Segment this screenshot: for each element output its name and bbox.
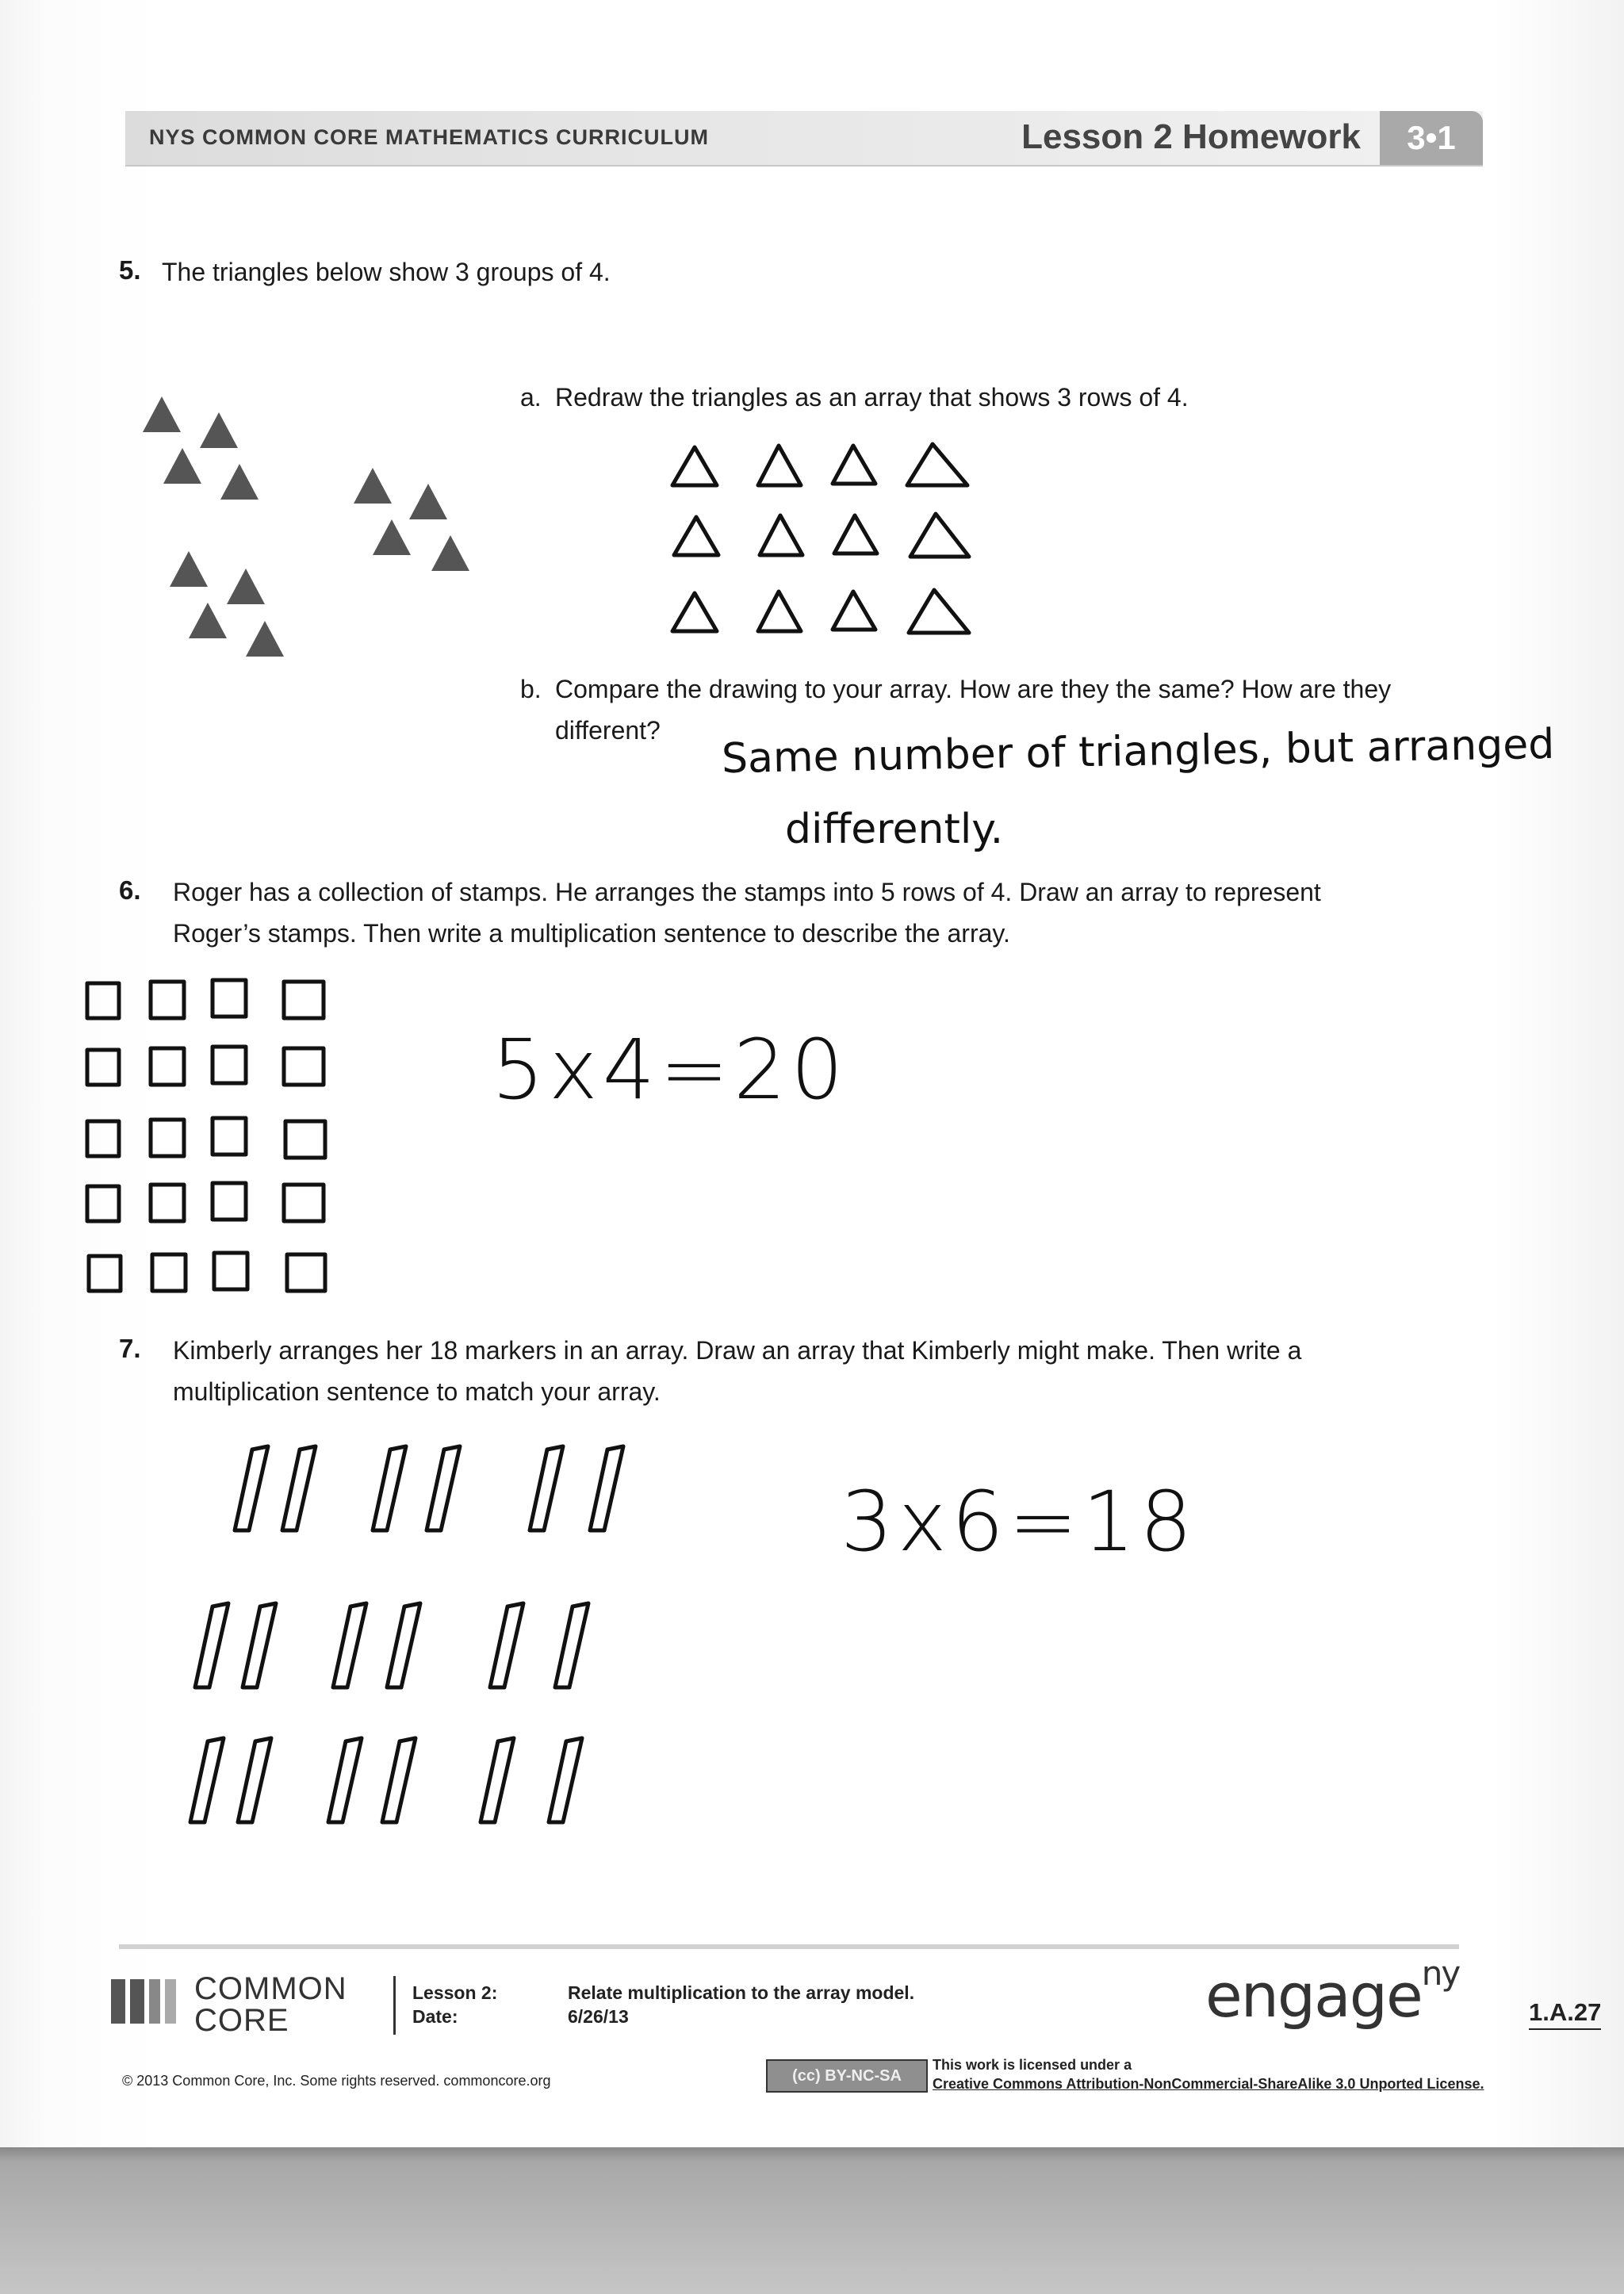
drawn-marker bbox=[387, 1603, 420, 1687]
square-array-row-4 bbox=[87, 1183, 324, 1221]
drawn-marker bbox=[490, 1603, 523, 1687]
drawn-square bbox=[152, 1254, 186, 1291]
drawn-square bbox=[214, 1253, 247, 1289]
drawn-square bbox=[213, 1183, 246, 1220]
engageny-logo bbox=[1205, 1953, 1460, 2031]
drawn-marker bbox=[530, 1446, 563, 1530]
question-5b-text-line2: different? bbox=[555, 716, 661, 745]
creative-commons-badge-icon: (cc) BY-NC-SA bbox=[766, 2059, 928, 2093]
printed-triangle bbox=[163, 448, 201, 484]
date-label: Date: bbox=[412, 2006, 458, 2027]
drawn-triangle bbox=[834, 515, 877, 553]
drawn-marker bbox=[195, 1603, 228, 1687]
drawn-square bbox=[284, 982, 324, 1018]
square-array-row-5 bbox=[89, 1253, 325, 1291]
question-5a-text: Redraw the triangles as an array that shows 3 rows of 4. bbox=[555, 383, 1189, 412]
drawn-marker bbox=[427, 1446, 460, 1530]
printed-triangle bbox=[227, 569, 265, 604]
question-5a-label: a. bbox=[520, 383, 542, 412]
drawn-square bbox=[285, 1121, 325, 1158]
printed-triangle bbox=[246, 621, 284, 657]
printed-triangle bbox=[170, 551, 208, 587]
question-6-text-line1: Roger has a collection of stamps. He arranges the stamps into 5 rows of 4. Draw an array to represent bbox=[173, 878, 1321, 906]
common-core-logo-icon bbox=[111, 1979, 190, 2024]
drawn-triangle bbox=[672, 447, 717, 485]
drawn-triangle bbox=[833, 446, 875, 484]
question-6-answer: 5x4=20 bbox=[492, 1021, 848, 1118]
drawn-triangle bbox=[672, 593, 717, 631]
drawn-triangle bbox=[674, 517, 718, 555]
triangle-array-row-1 bbox=[672, 444, 967, 485]
brand-line-2: CORE bbox=[194, 2003, 289, 2038]
question-6-number: 6. bbox=[119, 875, 141, 905]
printed-triangle-groups bbox=[143, 396, 469, 657]
triangle-array-row-3 bbox=[672, 590, 969, 633]
drawn-marker bbox=[382, 1738, 416, 1822]
drawn-marker bbox=[328, 1738, 362, 1822]
printed-triangle bbox=[220, 464, 259, 500]
drawn-square bbox=[284, 1048, 324, 1085]
drawn-square bbox=[213, 980, 246, 1017]
drawn-marker bbox=[373, 1446, 406, 1530]
page-reference: 1.A.27 bbox=[1529, 1998, 1601, 2030]
ny-superscript: ny bbox=[1421, 1953, 1460, 1993]
printed-triangle bbox=[189, 603, 227, 638]
answer-triangle-array bbox=[672, 444, 969, 633]
drawn-square bbox=[287, 1254, 325, 1291]
license-notice: This work is licensed under a bbox=[933, 2057, 1132, 2073]
drawn-marker bbox=[243, 1603, 276, 1687]
engage-word: engage bbox=[1205, 1960, 1422, 2031]
drawn-square bbox=[151, 1048, 184, 1085]
drawn-square bbox=[213, 1047, 246, 1083]
grade-badge: 3•1 bbox=[1380, 111, 1483, 165]
printed-triangle bbox=[409, 484, 447, 519]
drawn-square bbox=[284, 1185, 324, 1221]
question-7-text-line2: multiplication sentence to match your array. bbox=[173, 1377, 661, 1406]
brand-line-1: COMMON bbox=[194, 1971, 347, 2006]
drawn-triangle bbox=[758, 446, 801, 485]
question-5b-answer-line1: Same number of triangles, but arranged bbox=[721, 720, 1555, 783]
drawn-marker bbox=[235, 1446, 268, 1530]
answer-marker-array bbox=[190, 1446, 623, 1822]
question-5-number: 5. bbox=[119, 255, 141, 285]
square-array-row-2 bbox=[87, 1047, 324, 1085]
copyright-notice: © 2013 Common Core, Inc. Some rights reserved. commoncore.org bbox=[122, 2073, 551, 2089]
marker-array-row-2 bbox=[195, 1603, 588, 1687]
question-6-text-line2: Roger’s stamps. Then write a multiplication sentence to describe the array. bbox=[173, 919, 1010, 948]
drawn-square bbox=[151, 1185, 184, 1221]
question-7-text-line1: Kimberly arranges her 18 markers in an array. Draw an array that Kimberly might make. Then write a bbox=[173, 1336, 1302, 1365]
lesson-title: Lesson 2 Homework bbox=[1021, 117, 1361, 156]
triangle-group-3 bbox=[170, 551, 284, 657]
drawn-marker bbox=[555, 1603, 588, 1687]
drawn-square bbox=[87, 1186, 119, 1221]
drawn-triangle bbox=[833, 592, 875, 630]
drawn-triangle bbox=[760, 515, 802, 555]
question-5-prompt: The triangles below show 3 groups of 4. bbox=[162, 258, 611, 286]
printed-triangle bbox=[200, 412, 238, 448]
drawn-square bbox=[87, 1050, 119, 1085]
triangle-array-row-2 bbox=[674, 514, 969, 557]
question-5b-label: b. bbox=[520, 675, 542, 703]
drawn-triangle bbox=[758, 592, 801, 631]
square-array-row-3 bbox=[87, 1118, 325, 1158]
drawn-square bbox=[151, 982, 184, 1018]
answer-square-array bbox=[87, 980, 325, 1291]
drawn-marker bbox=[549, 1738, 582, 1822]
drawn-marker bbox=[481, 1738, 514, 1822]
drawn-marker bbox=[190, 1738, 224, 1822]
triangle-group-2 bbox=[354, 468, 469, 571]
question-5b-text-line1: Compare the drawing to your array. How are they the same? How are they bbox=[555, 675, 1392, 703]
license-link[interactable]: Creative Commons Attribution-NonCommercial-ShareAlike 3.0 Unported License. bbox=[933, 2076, 1484, 2092]
square-array-row-1 bbox=[87, 980, 324, 1018]
lesson-label: Lesson 2: bbox=[412, 1982, 498, 2003]
footer-vertical-divider bbox=[393, 1976, 396, 2035]
curriculum-title: NYS COMMON CORE MATHEMATICS CURRICULUM bbox=[149, 125, 709, 149]
drawn-marker bbox=[590, 1446, 623, 1530]
marker-array-row-3 bbox=[190, 1738, 582, 1822]
triangle-group-1 bbox=[143, 396, 259, 500]
question-7-number: 7. bbox=[119, 1334, 141, 1363]
drawn-square bbox=[213, 1118, 246, 1155]
drawn-marker bbox=[238, 1738, 271, 1822]
drawn-square bbox=[89, 1256, 121, 1291]
printed-triangle bbox=[143, 396, 181, 432]
scan-bottom-shadow bbox=[0, 2147, 1624, 2294]
drawn-square bbox=[87, 1121, 119, 1156]
printed-triangle bbox=[373, 519, 411, 555]
lesson-objective: Relate multiplication to the array model. bbox=[568, 1982, 915, 2003]
question-5b-answer-line2: differently. bbox=[785, 806, 1004, 853]
drawn-triangle bbox=[907, 444, 967, 485]
drawn-square bbox=[87, 983, 119, 1018]
marker-array-row-1 bbox=[235, 1446, 623, 1530]
drawn-triangle bbox=[910, 514, 969, 557]
drawn-marker bbox=[333, 1603, 366, 1687]
drawn-triangle bbox=[909, 590, 969, 633]
question-7-answer: 3x6=18 bbox=[841, 1473, 1197, 1570]
printed-triangle bbox=[431, 535, 469, 571]
footer-divider bbox=[119, 1944, 1459, 1949]
drawn-square bbox=[151, 1120, 184, 1156]
drawn-marker bbox=[282, 1446, 316, 1530]
printed-triangle bbox=[354, 468, 392, 504]
lesson-date: 6/26/13 bbox=[568, 2006, 629, 2027]
